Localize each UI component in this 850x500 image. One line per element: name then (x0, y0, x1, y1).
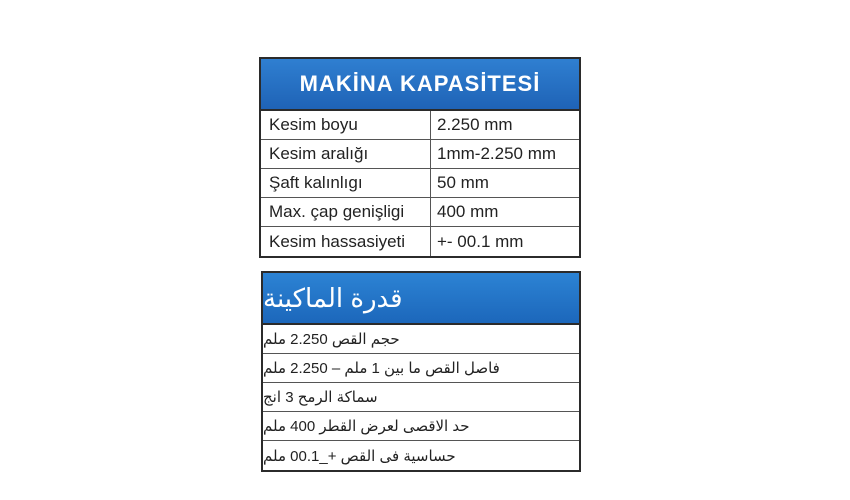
row-label: Kesim hassasiyeti (261, 227, 431, 256)
table-row (261, 198, 579, 227)
table-title: MAKİNA KAPASİTESİ (261, 59, 579, 111)
machine-capacity-table-arabic (261, 271, 581, 472)
row-value: +- 00.1 mm (437, 231, 524, 251)
table-title: قدرة الماكينة (263, 273, 579, 325)
row-value: 50 mm (437, 173, 489, 192)
table-row: فاصل القص ما بين 1 ملم – 2.250 ملم (263, 354, 579, 383)
row-label: Kesim boyu (261, 111, 431, 139)
table-row (261, 169, 579, 198)
row-value: 1mm-2.250 mm (437, 144, 557, 163)
table-row (261, 227, 579, 256)
table-row: سماكة الرمح 3 انج (263, 383, 579, 412)
machine-capacity-table-turkish (259, 57, 581, 258)
row-value: 400 mm (437, 202, 499, 221)
row-value: 2.250 mm (437, 115, 513, 134)
table-row: حد الاقصى لعرض القطر 400 ملم (263, 412, 579, 441)
table-row: حساسية فى القص +_00.1 ملم (263, 447, 456, 465)
table-row (261, 140, 579, 169)
row-label: Max. çap genişligi (261, 198, 431, 226)
row-label: Şaft kalınlıgı (261, 169, 431, 197)
table-row (261, 111, 579, 140)
table-row: حجم القص 2.250 ملم (263, 325, 579, 354)
row-label: Kesim aralığı (261, 140, 431, 168)
